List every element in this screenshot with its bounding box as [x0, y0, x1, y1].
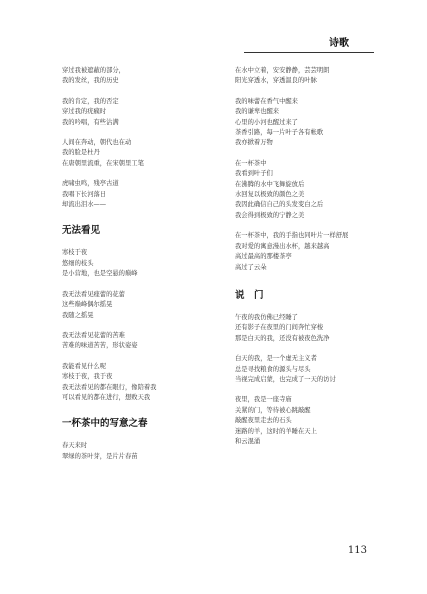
poem-line: 我因此确信自己的头发变白之后	[235, 201, 324, 209]
poem-line: 穿过我的疣瘊时	[62, 108, 107, 116]
poem-line: 却流出泪水——	[62, 201, 107, 209]
poem-stanzas-a	[62, 66, 212, 210]
poem-line: 在水中立着，安安静静，芸芸明朗	[235, 67, 330, 74]
poem-line: 我能看见什么呢	[62, 362, 107, 370]
poem-line: 我对爱的寓意漫出水杯，越来越高	[235, 242, 330, 250]
header-rule	[244, 52, 374, 53]
poem-line: 茶香引路，每一片叶子各有帐歌	[235, 129, 324, 137]
poem-line: 在一杯茶中，我的手指也同叶片一样舒展	[235, 232, 349, 240]
stanza	[235, 159, 385, 221]
poem-line: 悠细的枝头	[62, 259, 94, 267]
poem-line: 我无法看见痤蕾的花蕾	[62, 290, 125, 298]
poem-line: 和云混涌	[235, 437, 261, 445]
poem-line: 阳光穿透水，穿透温良的叶脉	[235, 77, 317, 85]
poem-line: 我随之摇晃	[62, 311, 94, 319]
poem-line: 翠绿的茶叶芽，是片片春苗	[62, 452, 138, 460]
stanza	[62, 290, 212, 321]
poem-line: 人间在奔动，朝代也在动	[62, 139, 132, 147]
poem-line: 白天的我，是一个虚无主义者	[235, 355, 317, 363]
stanza	[235, 66, 385, 87]
poem-line: 我亦掀着万物	[235, 139, 273, 147]
stanza	[235, 395, 385, 447]
stanza	[235, 354, 385, 385]
poem-line: 我的味蕾在香气中醒来	[235, 97, 298, 105]
poem-line: 高过最高的那楼茶亭	[235, 253, 292, 261]
poem-line: 是小营地，也是空悬的巅峰	[62, 270, 138, 278]
poem-line: 敲醒夜里走去的石头	[235, 417, 292, 425]
stanza	[62, 66, 212, 87]
stanza	[62, 138, 212, 169]
poem-line: 水回复以极致的颜色之美	[235, 191, 305, 199]
right-column	[235, 66, 385, 457]
poem-line: 夜里，我是一座寺庙	[235, 396, 292, 404]
poem-line: 寒枝于夜	[62, 249, 88, 257]
stanza	[235, 231, 385, 273]
poem-line: 我的谦卑也醒来	[235, 108, 280, 116]
section-header-label: 诗歌	[329, 38, 349, 49]
poem-line: 当视完成启蒙，也完成了一天的访讨	[235, 375, 336, 383]
stanza	[62, 362, 212, 404]
left-column	[62, 66, 212, 472]
poem-line: 我无法看见花蕾的苦难	[62, 331, 125, 339]
poem-line: 那是白天的我，还没有被夜色洗净	[235, 334, 330, 342]
stanza	[62, 248, 212, 279]
poem-title-shuo-men: 说 门	[235, 289, 264, 301]
poem-title-yibei-chazhong: 一杯茶中的写意之春	[62, 418, 148, 430]
poem-line: 我无法看见的都在眼行，像陪着我	[62, 383, 157, 391]
stanza	[62, 331, 212, 352]
poem-line: 午夜的我仿佛已经睡了	[235, 313, 298, 321]
poem-line: 关紧的门，等待被心跳敲醒	[235, 406, 311, 414]
poem-stanzas-b	[62, 248, 212, 403]
stanza	[235, 97, 385, 149]
poem-stanzas-b	[235, 313, 385, 447]
poem-line: 苦难的味道苦苦，形状姿姿	[62, 342, 138, 350]
poem-line: 这些巅峰偶尔摇晃	[62, 301, 113, 309]
poem-line: 心里的小河也醒过来了	[235, 118, 298, 126]
page-number: 113	[347, 545, 367, 556]
stanza	[62, 179, 212, 210]
poem-stanzas-a-cont	[235, 66, 385, 273]
poem-line: 迷路的羊，这时的羊睡在天上	[235, 427, 317, 435]
poem-line: 我会得到极致的宁静之美	[235, 211, 305, 219]
poem-title-wufa-kanjian: 无法看见	[62, 225, 101, 237]
poem-line: 寒枝于夜，我于夜	[62, 373, 113, 381]
stanza	[235, 313, 385, 344]
poem-line: 我的发丝，我的历史	[62, 77, 119, 85]
poem-line: 春天来时	[62, 442, 88, 450]
poem-line: 虎啸虫鸣，残亭古道	[62, 180, 119, 188]
poem-line: 高过了云朵	[235, 263, 267, 271]
stanza	[62, 97, 212, 128]
poem-line: 总是寻找粮食的源头与尽头	[235, 365, 311, 373]
poem-stanzas-c	[62, 441, 212, 462]
stanza	[62, 441, 212, 462]
poem-line: 在沸腾的水中飞舞旋放后	[235, 180, 305, 188]
poem-line: 我的脸是杜丹	[62, 149, 100, 157]
poem-line: 在一杯茶中	[235, 159, 267, 167]
poem-line: 我的肯定，我的否定	[62, 97, 119, 105]
poem-line: 可以看见的都在进行，想败天我	[62, 393, 151, 401]
poem-line: 在唐朝里流重，在宋朝里工笔	[62, 159, 144, 167]
poem-line: 我看到叶子们	[235, 170, 273, 178]
poem-line: 我唱下长河落日	[62, 190, 107, 198]
poem-line: 还有影子在夜里的门间奔忙穿梭	[235, 324, 324, 332]
poem-line: 穿过我被遮蔽的部分，	[62, 67, 125, 74]
poem-line: 我的吟唱，有些沾满	[62, 118, 119, 126]
